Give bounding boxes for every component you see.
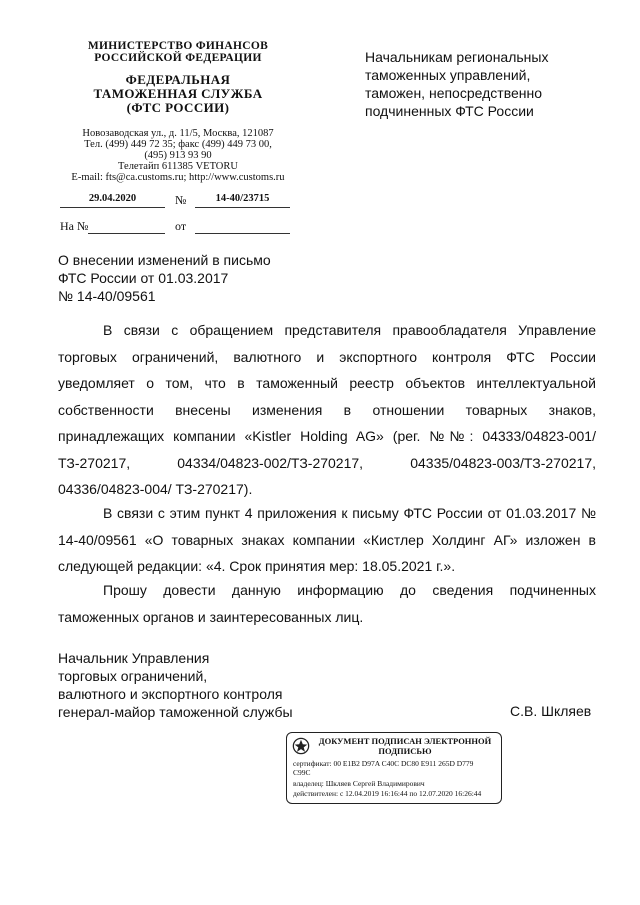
subject-line1: О внесении изменений в письмо	[58, 252, 271, 268]
addressee	[365, 48, 605, 120]
stamp-title-line2: ПОДПИСЬЮ	[378, 745, 432, 756]
letterhead	[58, 40, 298, 183]
subject-line2: ФТС России от 01.03.2017	[58, 270, 229, 286]
service-name-line2: ТАМОЖЕННАЯ СЛУЖБА	[93, 86, 263, 101]
signer-name: С.В. Шкляев	[510, 703, 592, 719]
signer-position-line3: валютного и экспортного контроля	[58, 686, 283, 702]
stamp-title	[313, 737, 497, 756]
ministry-name-line1: МИНИСТЕРСТВО ФИНАНСОВ	[87, 40, 269, 52]
address-line1: Новозаводская ул., д. 11/5, Москва, 121087	[82, 128, 274, 139]
service-name-line1: ФЕДЕРАЛЬНАЯ	[125, 72, 231, 87]
address-line2: Тел. (499) 449 72 35; факс (499) 449 73 00,	[84, 139, 272, 150]
stamp-validity: действителен: с 12.04.2019 16:16:44 по 12.07.2020 16:26:44	[293, 789, 482, 798]
reference-date-blank	[195, 219, 290, 234]
body-paragraph-2: В связи с этим пункт 4 приложения к письму ФТС России от 01.03.2017 № 14-40/09561 «О товарных знаках компании «Кистлер Холдинг АГ» изложен в следующей редакции: «4. Срок принятия мер: 18.05.2021 г.».	[58, 505, 596, 574]
signer-position	[58, 649, 318, 721]
stamp-owner: владелец: Шкляев Сергей Владимирович	[293, 779, 425, 788]
addressee-line2: таможенных управлений,	[365, 67, 531, 83]
subject-line3: № 14-40/09561	[58, 288, 156, 304]
signer-position-line1: Начальник Управления	[58, 650, 210, 666]
addressee-line1: Начальникам региональных	[365, 49, 549, 65]
registration-number: 14-40/23715	[195, 193, 290, 208]
electronic-signature-stamp	[286, 732, 502, 804]
registration-date: 29.04.2020	[60, 193, 165, 208]
body-paragraph-1: В связи с обращением представителя правообладателя Управление торговых ограничений, валютного и экспортного контроля ФТС России уведомляет о том, что в таможенный реестр объектов интеллектуальной собственности внесены изменения в отношении товарных знаков, принадлежащих компании «Kistler Holding AG» (рег. №№: 04333/04823-001/ТЗ-270217, 04334/04823-002/ТЗ-270217, 04335/04823-003/ТЗ-270217, 04336/04823-004/ ТЗ-270217).	[58, 322, 596, 497]
address-line3: (495) 913 93 90	[144, 150, 212, 161]
reference-number-blank	[88, 219, 165, 234]
registration-number-label: №	[175, 193, 187, 207]
service-name-line3: (ФТС РОССИИ)	[126, 100, 230, 115]
reference-number-label: На №	[60, 219, 89, 233]
address-line5: E-mail: fts@ca.customs.ru; http://www.customs.ru	[71, 172, 285, 183]
emblem-icon	[292, 737, 310, 755]
stamp-title-line1: ДОКУМЕНТ ПОДПИСАН ЭЛЕКТРОННОЙ	[318, 736, 492, 746]
reference-date-label: от	[175, 219, 187, 233]
addressee-line4: подчиненных ФТС России	[365, 103, 534, 119]
stamp-certificate-cont: C99C	[293, 768, 311, 777]
subject	[58, 251, 318, 305]
ministry-name-line2: РОССИЙСКОЙ ФЕДЕРАЦИИ	[94, 52, 262, 64]
stamp-certificate: сертификат: 00 E1B2 D97A C40C DC80 E911 265D D779	[293, 759, 474, 768]
signer-position-line2: торговых ограничений,	[58, 668, 208, 684]
address-line4: Телетайп 611385 VETORU	[118, 161, 238, 172]
signer-position-line4: генерал-майор таможенной службы	[58, 704, 293, 720]
addressee-line3: таможен, непосредственно	[365, 85, 543, 101]
body-paragraph-3: Прошу довести данную информацию до сведения подчиненных таможенных органов и заинтересованных лиц.	[58, 582, 596, 625]
